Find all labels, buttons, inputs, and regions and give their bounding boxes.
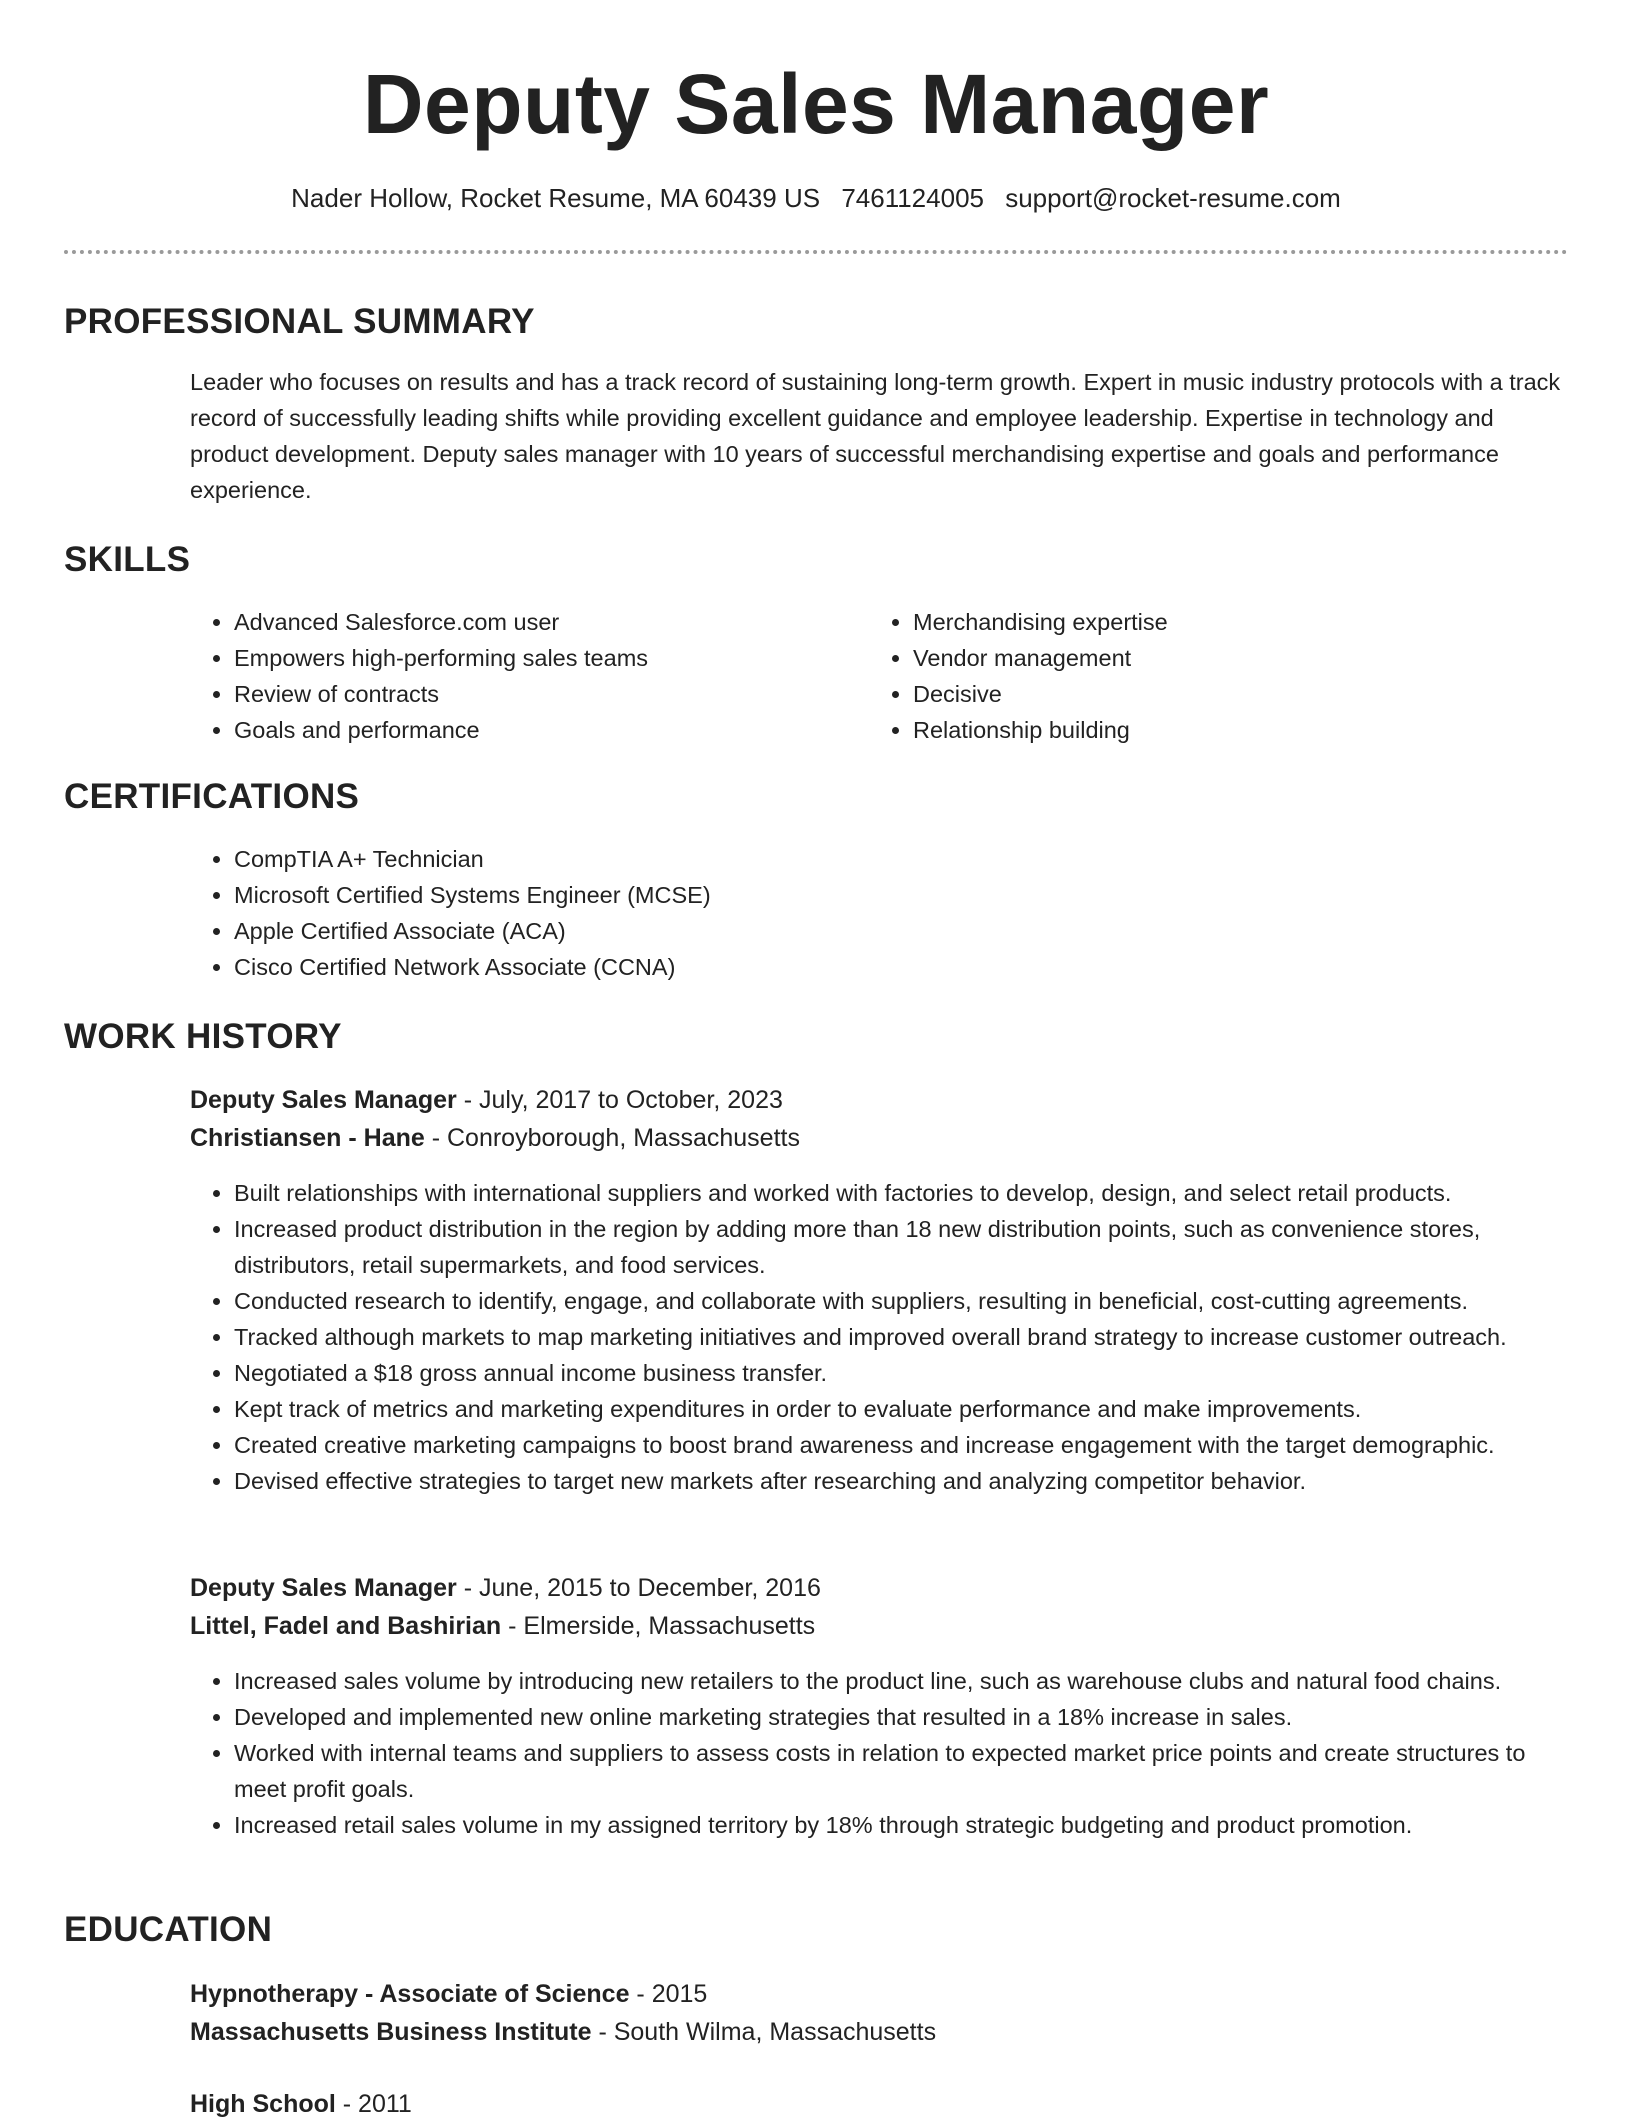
education-degree-line — [190, 2086, 412, 2122]
job-bullet: • Increased product distribution in the region by adding more than 18 new distribution points, such as convenience stores, distributors, retail supermarkets, and food services. — [234, 1211, 1570, 1283]
certifications-list — [190, 841, 1570, 985]
skills-heading: SKILLS — [64, 540, 191, 579]
certification-item: • Cisco Certified Network Associate (CCNA) — [234, 949, 1570, 985]
education-degree: Hypnotherapy - Associate of Science — [190, 1980, 630, 2008]
job-bullet: • Worked with internal teams and suppliers to assess costs in relation to expected market price points and create structures to meet profit goals. — [234, 1735, 1570, 1807]
work-history-heading: WORK HISTORY — [64, 1017, 342, 1056]
header-divider — [64, 250, 1568, 254]
job-location: - Conroyborough, Massachusetts — [424, 1124, 800, 1152]
job-bullets-block — [190, 1663, 1570, 1843]
job-bullet: • Kept track of metrics and marketing expenditures in order to evaluate performance and make improvements. — [234, 1391, 1570, 1427]
summary-text: Leader who focuses on results and has a track record of sustaining long-term growth. Expert in music industry protocols with a track record of successfully leading shifts while providing excellent guidance and employee leadership. Expertise in technology and product development. Deputy sales manager with 10 years of successful merchandising expertise and goals and performance experience. — [190, 369, 1561, 503]
skill-item: • Decisive — [913, 676, 1509, 712]
job-bullet: • Conducted research to identify, engage, and collaborate with suppliers, resulting in beneficial, cost-cutting agreements. — [234, 1283, 1570, 1319]
skill-item: • Merchandising expertise — [913, 604, 1509, 640]
job-company: Christiansen - Hane — [190, 1124, 425, 1152]
job-company: Littel, Fadel and Bashirian — [190, 1612, 502, 1640]
job-bullets — [190, 1175, 1570, 1499]
education-year: - 2015 — [629, 1980, 708, 2008]
candidate-name: Deputy Sales Manager — [362, 57, 1270, 151]
job-bullet: • Developed and implemented new online marketing strategies that resulted in a 18% increase in sales. — [234, 1699, 1570, 1735]
job-bullet: • Created creative marketing campaigns to boost brand awareness and increase engagement with the target demographic. — [234, 1427, 1570, 1463]
skill-item: • Empowers high-performing sales teams — [234, 640, 830, 676]
education-school: Massachusetts Business Institute — [190, 2018, 592, 2046]
job-bullets — [190, 1663, 1570, 1843]
job-title-line — [190, 1082, 783, 1118]
contact-email: support@rocket-resume.com — [1005, 183, 1341, 213]
skills-column-right — [869, 604, 1509, 748]
job-bullet: • Tracked although markets to map marketing initiatives and improved overall brand strategy to increase customer outreach. — [234, 1319, 1570, 1355]
skills-list-left — [190, 604, 830, 748]
skill-item: • Review of contracts — [234, 676, 830, 712]
job-company-line — [190, 1608, 815, 1644]
certification-item: • Microsoft Certified Systems Engineer (MCSE) — [234, 877, 1570, 913]
skill-item: • Vendor management — [913, 640, 1509, 676]
job-dates: - June, 2015 to December, 2016 — [456, 1574, 821, 1602]
education-location: - South Wilma, Massachusetts — [591, 2018, 937, 2046]
job-dates: - July, 2017 to October, 2023 — [456, 1086, 783, 1114]
skill-item: • Relationship building — [913, 712, 1509, 748]
job-location: - Elmerside, Massachusetts — [501, 1612, 816, 1640]
job-company-line — [190, 1120, 800, 1156]
job-role: Deputy Sales Manager — [190, 1574, 457, 1602]
certification-item: • Apple Certified Associate (ACA) — [234, 913, 1570, 949]
job-bullet: • Devised effective strategies to target new markets after researching and analyzing competitor behavior. — [234, 1463, 1570, 1499]
job-role: Deputy Sales Manager — [190, 1086, 457, 1114]
education-degree: High School — [190, 2090, 336, 2118]
skills-list-right — [869, 604, 1509, 748]
job-title-line — [190, 1570, 821, 1606]
skill-item: • Advanced Salesforce.com user — [234, 604, 830, 640]
education-year: - 2011 — [335, 2090, 412, 2118]
job-bullet: • Negotiated a $18 gross annual income business transfer. — [234, 1355, 1570, 1391]
certifications-block — [190, 841, 1570, 985]
education-school-line — [190, 2014, 936, 2050]
education-heading: EDUCATION — [64, 1910, 273, 1949]
job-bullet: • Increased retail sales volume in my assigned territory by 18% through strategic budgeting and product promotion. — [234, 1807, 1570, 1843]
certification-item: • CompTIA A+ Technician — [234, 841, 1570, 877]
summary-heading: PROFESSIONAL SUMMARY — [64, 302, 535, 341]
skills-column-left — [190, 604, 830, 748]
skill-item: • Goals and performance — [234, 712, 830, 748]
contact-line — [0, 180, 1632, 216]
job-bullets-block — [190, 1175, 1570, 1499]
certifications-heading: CERTIFICATIONS — [64, 777, 360, 816]
job-bullet: • Built relationships with international suppliers and worked with factories to develop, design, and select retail products. — [234, 1175, 1570, 1211]
job-bullet: • Increased sales volume by introducing new retailers to the product line, such as warehouse clubs and natural food chains. — [234, 1663, 1570, 1699]
contact-address: Nader Hollow, Rocket Resume, MA 60439 US — [291, 183, 821, 213]
education-degree-line — [190, 1976, 707, 2012]
contact-phone: 7461124005 — [841, 183, 984, 213]
